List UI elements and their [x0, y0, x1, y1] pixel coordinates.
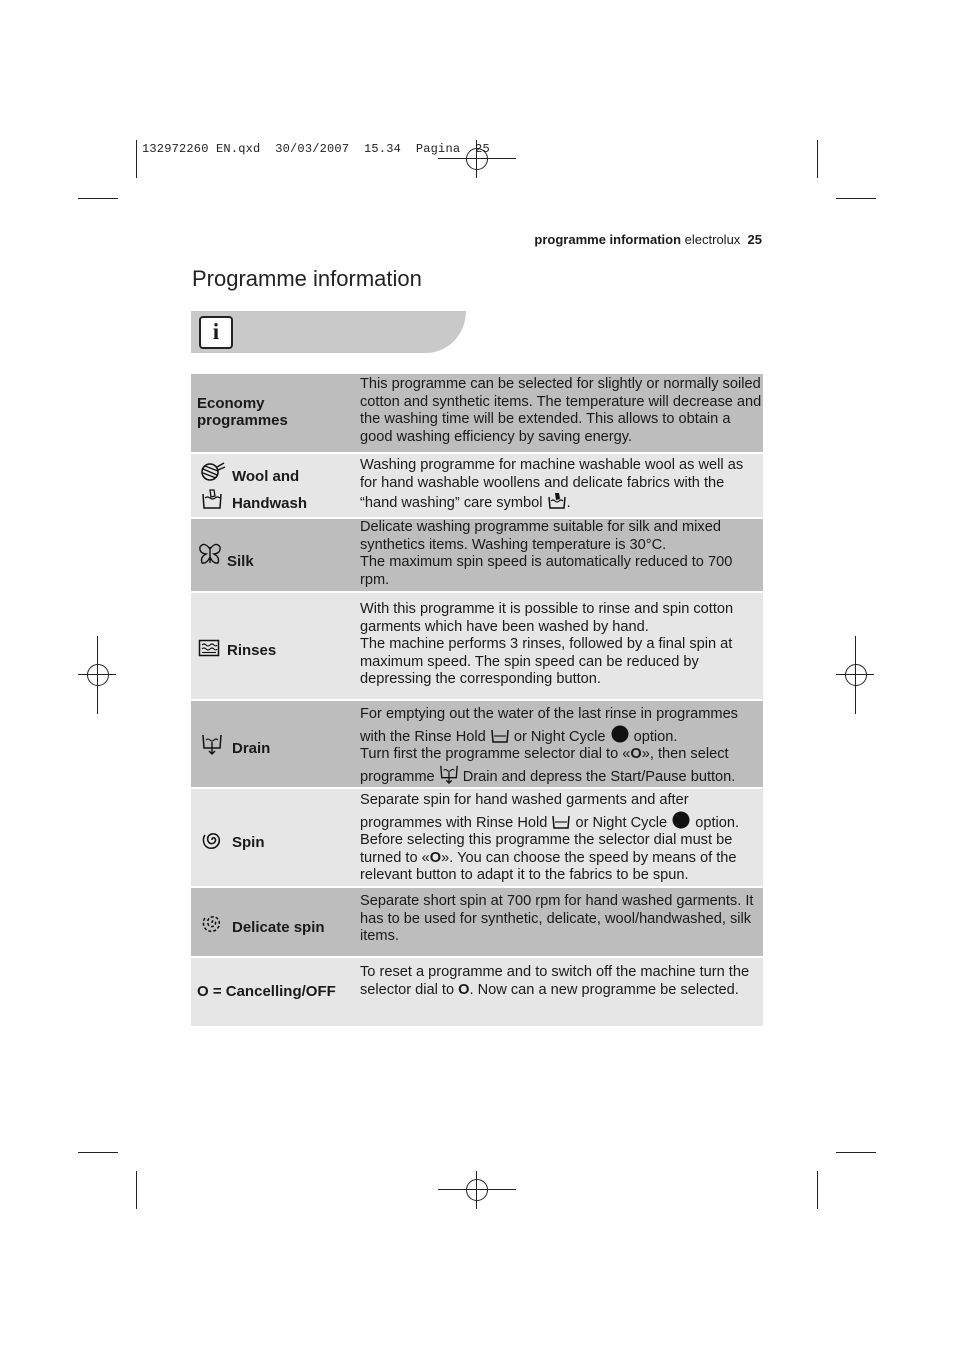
delicate-spin-icon: [201, 912, 223, 939]
header-section: programme information: [534, 232, 682, 247]
table-row: [191, 593, 763, 699]
description-text: To reset a programme and to switch off the machine turn the selector dial to: [360, 964, 750, 998]
info-icon: i: [199, 316, 233, 349]
description-text: Washing programme for machine washable wool as well as for hand washable woollens and delicate fabrics with the “hand washing” care symbol: [360, 457, 744, 512]
wool-icon: [198, 461, 226, 488]
crop-mark: [136, 1171, 137, 1209]
description-text: The machine performs 3 rinses, followed by a final spin at maximum speed. The spin speed can be reduced by depressing the corresponding button.: [360, 636, 733, 688]
description-text: With this programme it is possible to rinse and spin cotton garments which have been washed by hand.: [360, 601, 734, 635]
table-row: [191, 701, 763, 787]
crop-mark: [817, 140, 818, 178]
crop-mark: [836, 1152, 876, 1153]
description-text: », then select programme: [360, 746, 729, 785]
crop-mark: [836, 198, 876, 199]
row-label: [197, 395, 288, 429]
rinse-hold-icon: [490, 728, 510, 744]
table-row: [191, 374, 763, 452]
crop-mark: [78, 1152, 118, 1153]
row-description: [360, 792, 762, 885]
description-text: Before selecting this programme the selector dial must be turned to «: [360, 832, 733, 866]
description-text: Turn first the programme selector dial to «: [360, 746, 631, 763]
description-text: option.: [633, 728, 678, 745]
description-text: .: [566, 495, 571, 512]
description-text: . Now can a new programme be selected.: [469, 981, 739, 998]
crop-mark: [817, 1171, 818, 1209]
dial-off-symbol: O: [429, 849, 442, 866]
row-label: Spin: [232, 834, 265, 851]
description-text: Separate spin for hand washed garments and after programmes with Rinse Hold: [360, 792, 689, 831]
night-cycle-icon: [610, 724, 630, 744]
row-label: O = Cancelling/OFF: [197, 983, 336, 1000]
row-label-line: Handwash: [232, 495, 308, 512]
description-text: The maximum spin speed is automatically reduced to 700 rpm.: [360, 554, 733, 588]
row-label: Delicate spin: [232, 919, 325, 936]
butterfly-silk-icon: [198, 543, 222, 570]
row-description: [360, 601, 762, 689]
crop-mark: [78, 198, 118, 199]
row-description: Separate short spin at 700 rpm for hand washed garments. It has to be used for synthetic, delicate, wool/handwashed, silk items.: [360, 893, 754, 945]
row-label: Silk: [227, 553, 254, 570]
row-label: Rinses: [227, 642, 277, 659]
header-brand: electrolux: [684, 232, 741, 247]
running-header: [534, 232, 762, 247]
row-description: [360, 964, 762, 999]
table-row: [191, 789, 763, 886]
page-number: 25: [747, 232, 762, 247]
dial-off-symbol: O: [630, 746, 642, 763]
rinse-tub-icon: [198, 639, 220, 662]
row-description: [360, 706, 762, 786]
description-text: ». You can choose the speed by means of the relevant button to adapt it to the fabrics to be spun.: [360, 849, 737, 884]
row-description: This programme can be selected for slightly or normally soiled cotton and synthetic items. The temperature will decrease and the washing time will be extended. This allows to obtain a good washing efficiency by saving energy.: [360, 376, 762, 445]
table-row: [191, 888, 763, 956]
spiral-spin-icon: [201, 829, 223, 856]
row-description: [360, 519, 762, 589]
description-text: Delicate washing programme suitable for silk and mixed synthetics items. Washing temperature is 30°C.: [360, 519, 721, 553]
drain-icon: [439, 764, 459, 784]
description-text: or Night Cycle: [575, 814, 668, 831]
description-text: option.: [695, 814, 740, 831]
row-description: [360, 457, 762, 513]
label-line: Economy: [197, 395, 265, 412]
table-row: [191, 958, 763, 1026]
table-row: [191, 454, 763, 517]
table-row: [191, 519, 763, 591]
handwash-icon: [201, 488, 223, 515]
label-line: programmes: [197, 412, 288, 429]
dial-off-symbol: O: [458, 981, 470, 998]
description-text: Drain and depress the Start/Pause button.: [462, 768, 736, 785]
row-label: Drain: [232, 740, 271, 757]
drain-icon: [201, 733, 223, 760]
night-cycle-icon: [671, 810, 691, 830]
page-title: Programme information: [192, 266, 422, 291]
description-text: For emptying out the water of the last rinse in programmes with the Rinse Hold: [360, 706, 738, 745]
description-text: or Night Cycle: [513, 728, 606, 745]
crop-mark: [136, 140, 137, 178]
handwash-care-icon: [547, 492, 567, 510]
rinse-hold-icon: [551, 814, 571, 830]
row-label-line: Wool and: [232, 468, 300, 485]
print-slug: 132972260 EN.qxd 30/03/2007 15.34 Pagina 25: [142, 142, 490, 156]
